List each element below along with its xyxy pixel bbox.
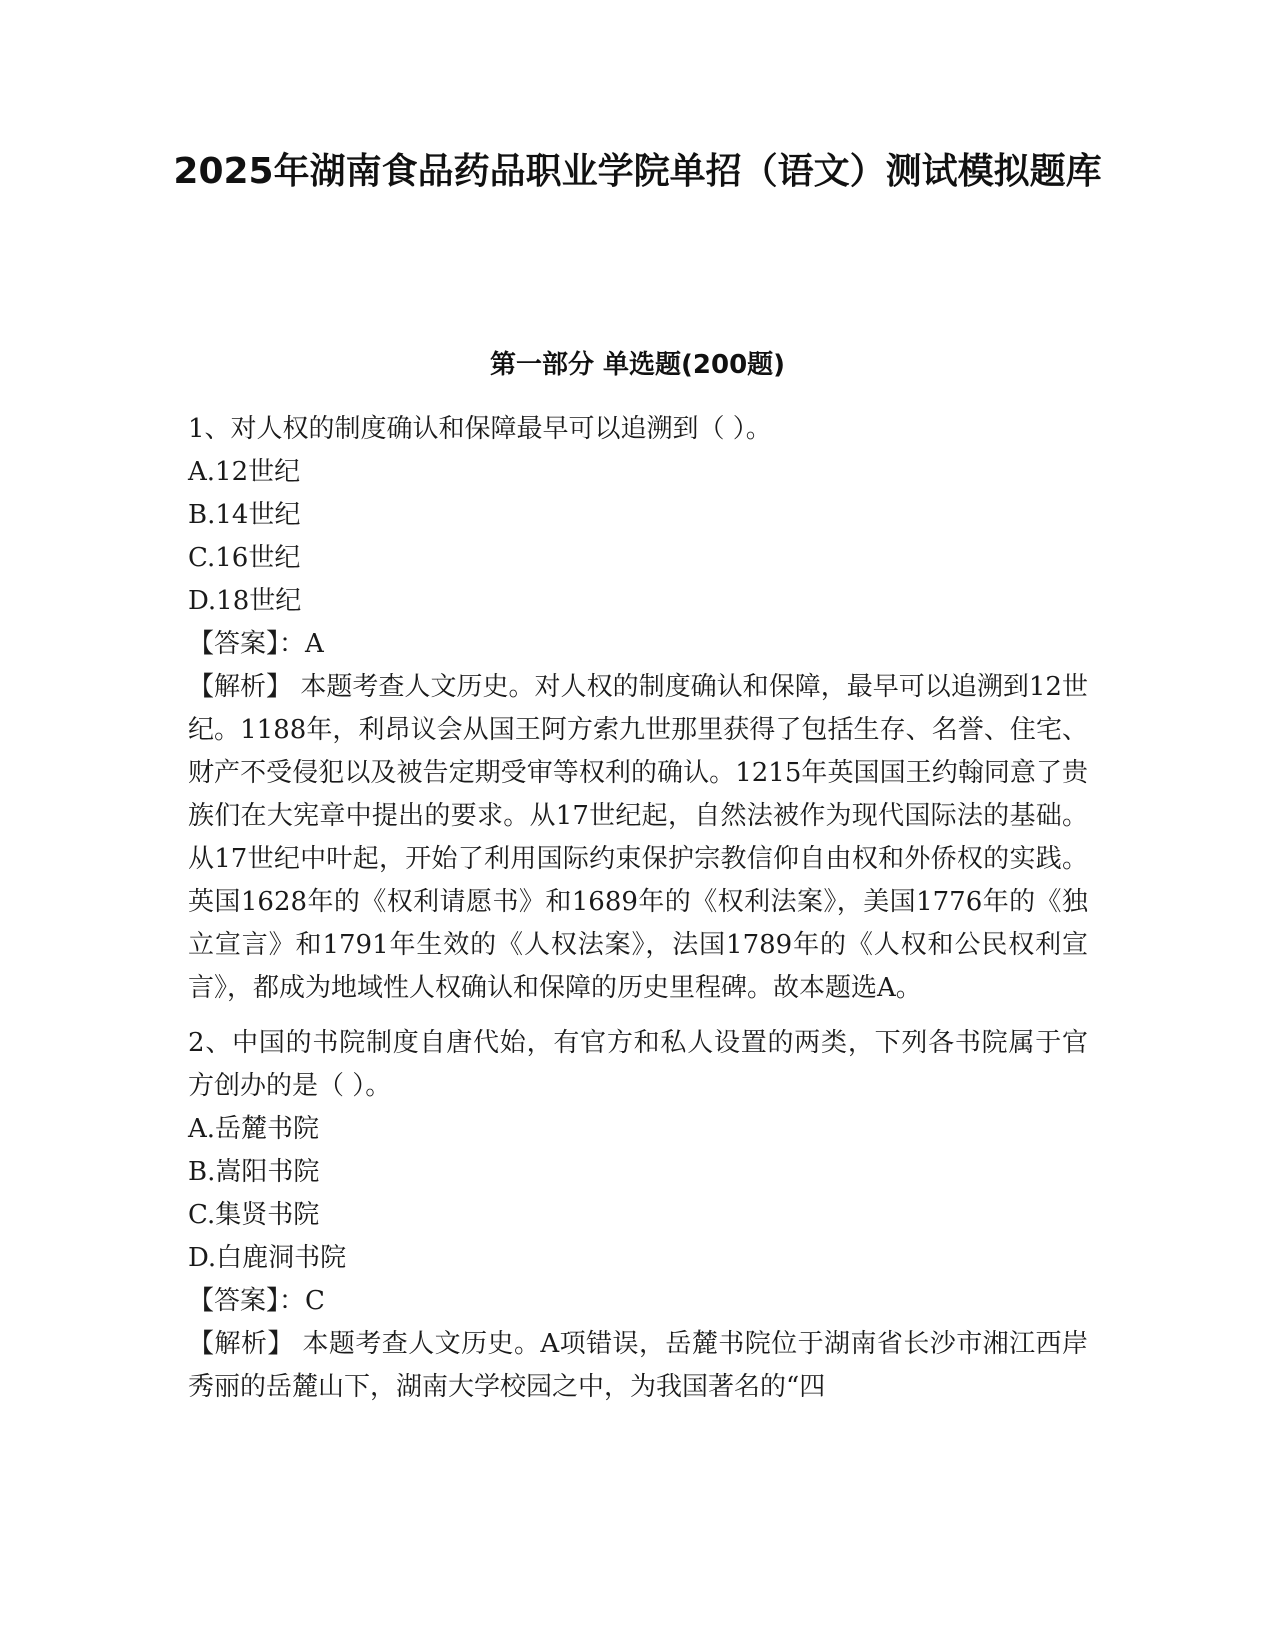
option-a: A.岳麓书院 (188, 1114, 320, 1144)
question-item (188, 408, 1088, 1010)
analysis-paragraph: 【解析】 本题考查人文历史。对人权的制度确认和保障，最早可以追溯到12世纪。1188年，利昂议会从国王阿方索九世那里获得了包括生存、名誉、住宅、财产不受侵犯以及被告定期受审等权利的确认。1215年英国国王约翰同意了贵族们在大宪章中提出的要求。从17世纪起，自然法被作为现代国际法的基础。从17世纪中叶起，开始了利用国际约束保护宗教信仰自由权和外侨权的实践。英国1628年的《权利请愿书》和1689年的《权利法案》，美国1776年的《独立宣言》和1791年生效的《人权法案》，法国1789年的《人权和公民权利宣言》，都成为地域性人权确认和保障的历史里程碑。故本题选A。 (188, 672, 1088, 1003)
question-stem: 2、中国的书院制度自唐代始，有官方和私人设置的两类，下列各书院属于官方创办的是（ ）。 (188, 1028, 1088, 1101)
answer-line: 【答案】：A (188, 629, 324, 659)
option-a: A.12世纪 (188, 457, 301, 487)
option-b: B.嵩阳书院 (188, 1157, 320, 1187)
section-title: 第一部分 单选题(200题) (489, 350, 786, 380)
option-c: C.集贤书院 (188, 1200, 320, 1230)
question-item (188, 1022, 1088, 1409)
question-list (188, 408, 1088, 1409)
option-b: B.14世纪 (188, 500, 301, 530)
question-stem: 1、对人权的制度确认和保障最早可以追溯到（ ）。 (188, 414, 772, 444)
option-d: D.18世纪 (188, 586, 302, 616)
option-c: C.16世纪 (188, 543, 301, 573)
analysis-paragraph: 【解析】 本题考查人文历史。A项错误，岳麓书院位于湖南省长沙市湘江西岸秀丽的岳麓山下，湖南大学校园之中，为我国著名的“四 (188, 1329, 1088, 1402)
answer-line: 【答案】：C (188, 1286, 325, 1316)
option-d: D.白鹿洞书院 (188, 1243, 347, 1273)
question-separator (188, 1010, 1088, 1022)
document-title: 2025年湖南食品药品职业学院单招（语文）测试模拟题库 (173, 151, 1102, 192)
